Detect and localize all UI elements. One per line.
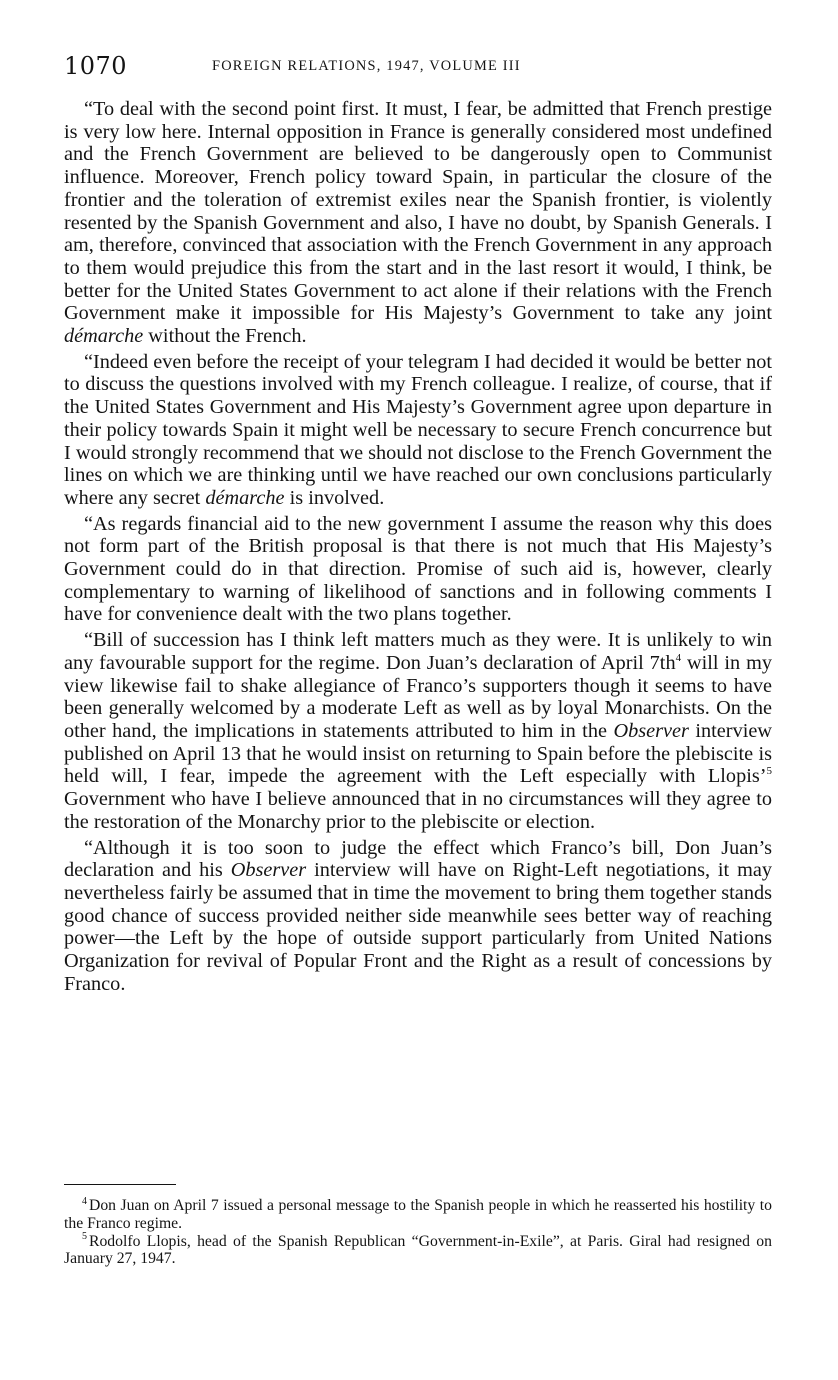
- paragraph-2: [64, 351, 772, 510]
- footnote-4: [64, 1197, 772, 1233]
- paragraph-4: [64, 629, 772, 833]
- paragraph-5-text: “Although it is too soon to judge the effect which Franco’s bill, Don Juan’s declaration and his: [64, 836, 772, 882]
- footnote-marker: 4: [82, 1195, 87, 1207]
- footnote-reference-4[interactable]: 4: [675, 652, 682, 665]
- italic-observer: Observer: [230, 859, 307, 882]
- paragraph-4-text-end: Government who have I believe announced that in no circumstances will they agree to the restoration of the Monarchy prior to the plebiscite or election.: [64, 788, 772, 833]
- paragraph-1-text-end: without the French.: [143, 325, 307, 348]
- italic-demarche: démarche: [205, 486, 285, 509]
- footnotes: [64, 1197, 772, 1268]
- footnote-marker: 5: [82, 1231, 87, 1243]
- footnote-5: [64, 1233, 772, 1269]
- paragraph-4-text: “Bill of succession has I think left matters much as they were. It is unlikely to win any favourable support for the regime. Don Juan’s declaration of April 7th: [64, 629, 772, 674]
- paragraph-4-text-mid: will in my view likewise fail to shake allegiance of Franco’s supporters though it seems to have been generally welcomed by a moderate Left as well as by loyal Monarchists. On the other hand, the implications in statements attributed to him in the: [64, 651, 772, 742]
- page-number: 1070: [64, 52, 128, 80]
- paragraph-5-text-end: interview will have on Right-Left negotiations, it may nevertheless fairly be assumed that in time the movement to bring them together stands good chance of success provided neither side meanwhile sees better way of reaching power—the Left by the hope of outside support particularly from United Nations Organization for revival of Popular Front and the Right as a result of concessions by Franco.: [64, 859, 772, 995]
- italic-demarche: démarche: [64, 325, 144, 348]
- paragraph-5: [64, 837, 772, 996]
- footnote-reference-5[interactable]: 5: [766, 765, 772, 778]
- paragraph-3: [64, 513, 772, 627]
- paragraph-1: [64, 98, 772, 348]
- italic-observer: Observer: [613, 719, 689, 742]
- paragraph-2-text-end: is involved.: [284, 486, 385, 509]
- body-text: [64, 98, 772, 998]
- page-header: [64, 52, 772, 86]
- footnote-divider: [64, 1184, 176, 1185]
- running-head: FOREIGN RELATIONS, 1947, VOLUME III: [212, 58, 521, 74]
- footnote-text: Rodolfo Llopis, head of the Spanish Republican “Government-in-Exile”, at Paris. Giral had resigned on January 27, 1947.: [64, 1232, 772, 1268]
- paragraph-3-text: “As regards financial aid to the new government I assume the reason why this does not form part of the British proposal is that there is not much that His Majesty’s Government could do in that direction. Promise of such aid is, however, clearly complementary to warning of likelihood of sanctions and in following comments I have for convenience dealt with the two plans together.: [64, 512, 772, 626]
- document-page: [64, 52, 773, 1268]
- footnote-text: Don Juan on April 7 issued a personal message to the Spanish people in which he reasserted his hostility to the Franco regime.: [64, 1197, 772, 1232]
- paragraph-2-text: “Indeed even before the receipt of your telegram I had decided it would be better not to discuss the questions involved with my French colleague. I realize, of course, that if the United States Government and His Majesty’s Government agree upon departure in their policy towards Spain it might well be necessary to secure French concurrence but I would strongly recommend that we should not disclose to the French Government the lines on which we are thinking until we have reached our own conclusions particularly where any secret: [64, 350, 773, 509]
- paragraph-1-text: “To deal with the second point first. It must, I fear, be admitted that French prestige is very low here. Internal opposition in France is generally considered most undefined and the French Government are believed to be dangerously open to Communist influence. Moreover, French policy toward Spain, in particular the closure of the frontier and the toleration of extremist exiles near the Spanish frontier, is violently resented by the Spanish Government and also, I have no doubt, by Spanish Generals. I am, therefore, convinced that association with the French Government in any approach to them would prejudice this from the start and in the last resort it would, I think, be better for the United States Government to act alone if their relations with the French Government make it impossible for His Majesty’s Government to take any joint: [64, 98, 772, 325]
- paragraph-4-text-mid2: interview published on April 13 that he would insist on returning to Spain before the plebiscite is held will, I fear, impede the agreement with the Left especially with Llopis’: [64, 719, 772, 788]
